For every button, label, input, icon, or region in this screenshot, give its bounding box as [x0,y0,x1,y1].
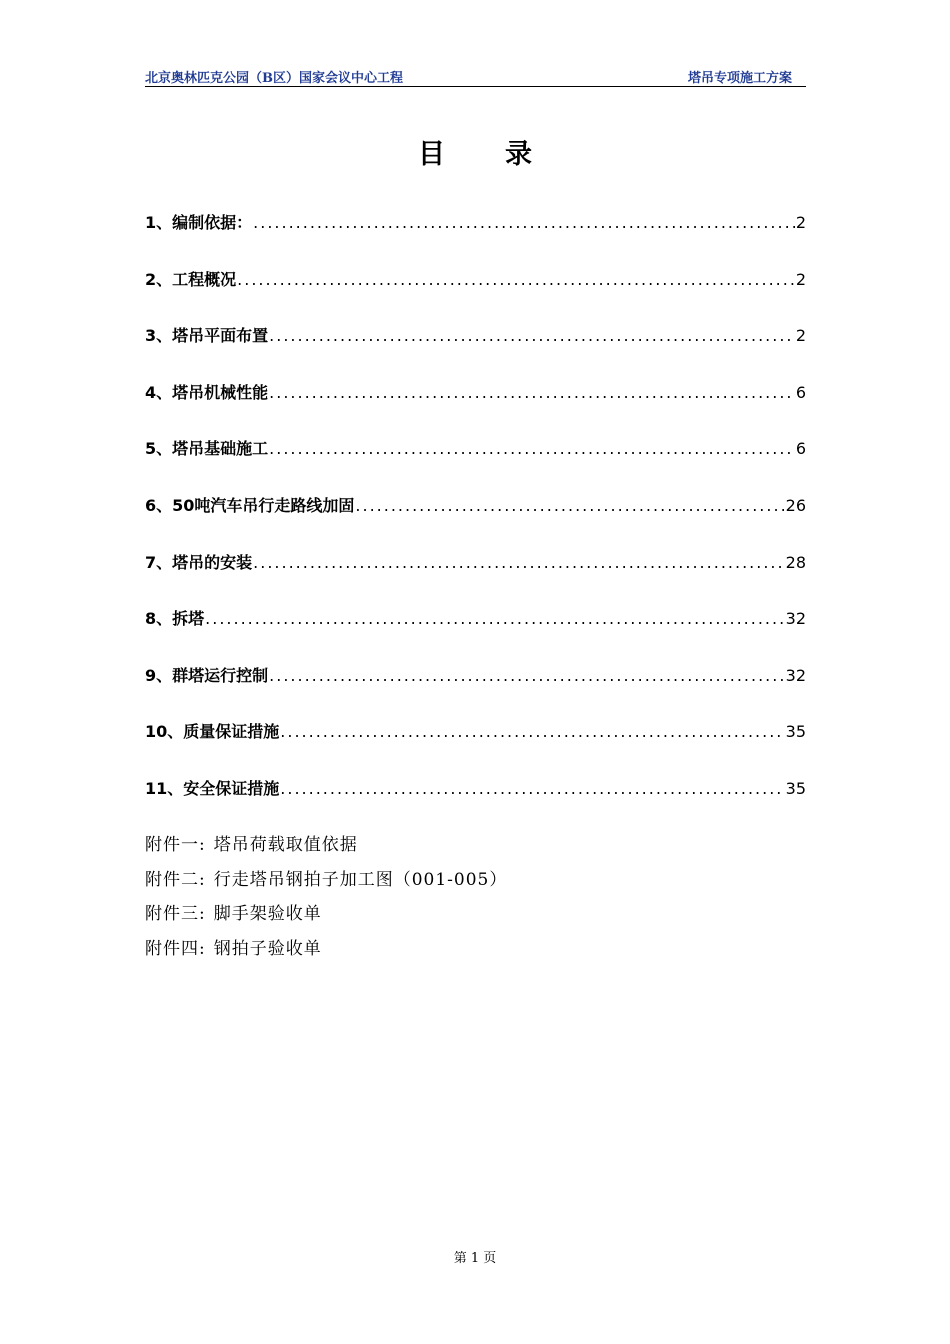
appendix-text: 钢拍子验收单 [213,938,322,959]
appendix-item [145,868,507,903]
appendix-item [145,833,507,868]
toc-entry-label: 8、拆塔 [145,609,205,629]
toc-entry-label: 11、安全保证措施 [145,778,280,798]
toc-dot-leader [237,268,795,292]
toc-dot-leader [205,607,785,631]
title-char-1: 目 [418,139,445,170]
toc-dot-leader [253,211,795,235]
toc-page-number: 32 [785,665,806,685]
toc-entry-label: 2、工程概况 [145,269,237,289]
toc-entry-label: 6、50吨汽车吊行走路线加固 [145,495,355,515]
toc-entry[interactable] [145,437,806,494]
appendix-text: 行走塔吊钢拍子加工图（001-005） [213,869,508,890]
toc-page-number: 35 [785,778,806,798]
toc-page-number: 6 [795,439,806,459]
toc-dot-leader [355,494,784,518]
toc-page-number: 35 [785,722,806,742]
toc-entry[interactable] [145,381,806,438]
appendix-list [145,833,507,971]
toc-page-number: 2 [795,326,806,346]
appendix-item [145,937,507,972]
toc-entry-label: 10、质量保证措施 [145,722,280,742]
toc-entry[interactable] [145,664,806,721]
appendix-text: 脚手架验收单 [213,904,322,924]
toc-entry[interactable] [145,268,806,325]
toc-entry[interactable] [145,777,806,834]
header-project-title: 北京奥林匹克公园（B区）国家会议中心工程 [145,71,403,86]
toc-dot-leader [269,324,795,348]
toc-entry[interactable] [145,211,806,268]
appendix-prefix: 附件一: [145,835,206,855]
toc-entry[interactable] [145,607,806,664]
page-footer [0,1247,950,1266]
toc-dot-leader [280,720,784,744]
toc-dot-leader [269,664,785,688]
appendix-prefix: 附件四: [145,938,206,959]
header-document-title: 塔吊专项施工方案 [687,71,792,86]
toc-entry-label: 5、塔吊基础施工 [145,439,269,459]
toc-entry[interactable] [145,494,806,551]
toc-entry-label: 1、编制依据： [145,213,253,232]
toc-dot-leader [269,381,795,405]
toc-dot-leader [280,777,784,801]
title-char-2: 录 [505,139,532,170]
appendix-item [145,902,507,937]
appendix-prefix: 附件二: [145,869,206,890]
toc-entry[interactable] [145,551,806,608]
toc-dot-leader [253,551,785,575]
table-of-contents [145,211,806,834]
toc-page-number: 6 [795,382,806,402]
toc-page-number: 2 [795,213,806,232]
toc-entry-label: 7、塔吊的安装 [145,552,253,572]
page-title [0,132,950,171]
toc-entry[interactable] [145,720,806,777]
page-header [145,66,806,87]
toc-page-number: 2 [795,269,806,289]
toc-entry-label: 3、塔吊平面布置 [145,326,269,346]
toc-dot-leader [269,437,795,461]
toc-page-number: 28 [785,552,806,572]
toc-page-number: 32 [785,609,806,629]
toc-page-number: 26 [785,495,806,515]
appendix-prefix: 附件三: [145,904,206,924]
appendix-text: 塔吊荷载取值依据 [213,835,358,855]
toc-entry-label: 4、塔吊机械性能 [145,382,269,402]
page-number-label: 第 1 页 [453,1251,497,1266]
toc-entry-label: 9、群塔运行控制 [145,665,269,685]
toc-entry[interactable] [145,324,806,381]
